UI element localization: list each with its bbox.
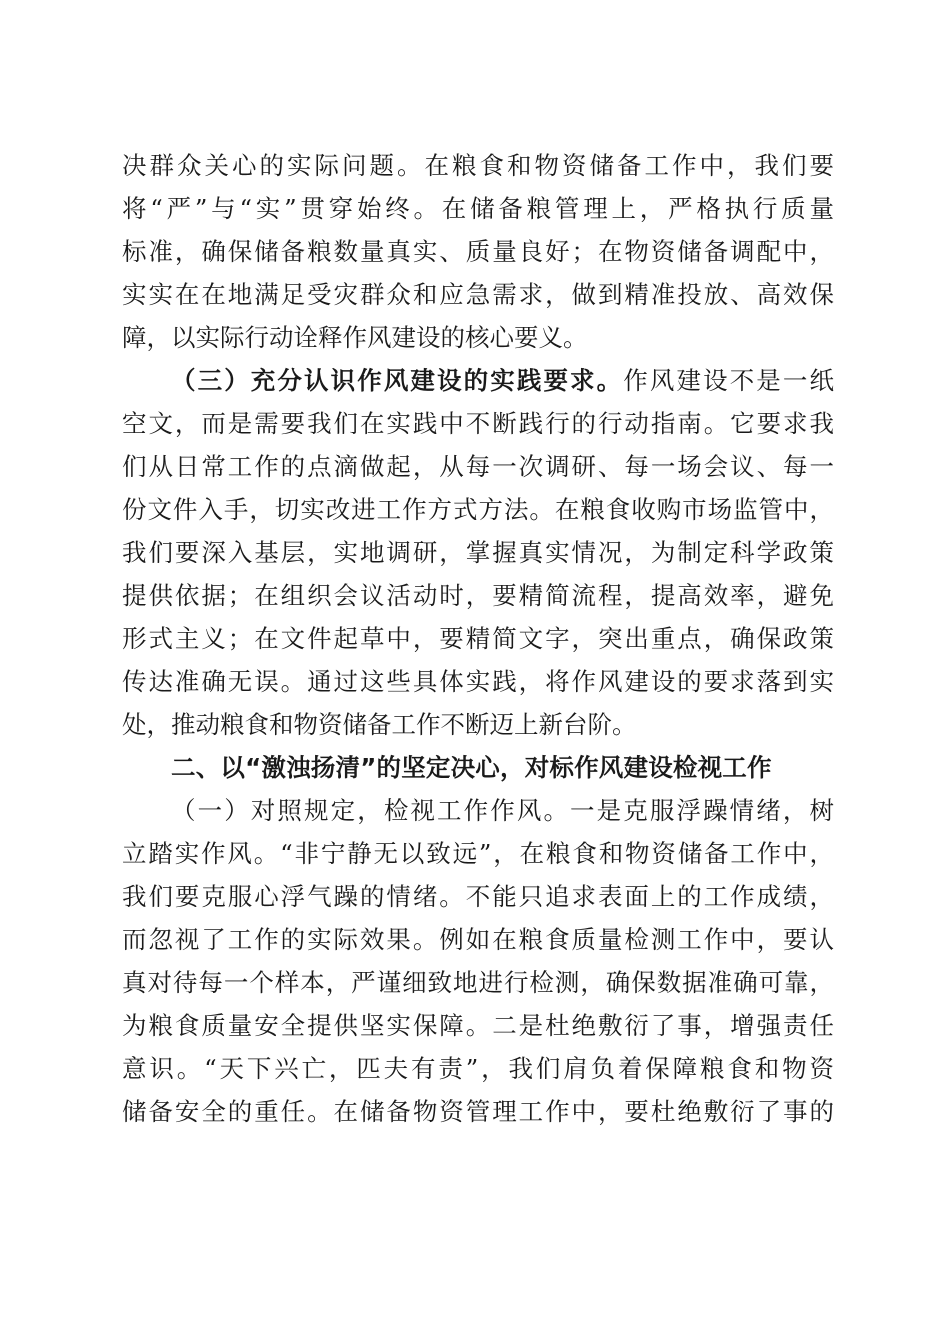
text-line: 为粮食质量安全提供坚实保障。二是杜绝敷衍了事，增强责任 <box>122 1011 834 1040</box>
text-line: 们从日常工作的点滴做起，从每一次调研、每一场会议、每一 <box>122 452 834 481</box>
text-line: 意识。“天下兴亡，匹夫有责”，我们肩负着保障粮食和物资 <box>122 1054 834 1083</box>
text-line: 空文，而是需要我们在实践中不断践行的行动指南。它要求我 <box>122 409 834 438</box>
paragraph-1 <box>122 144 834 359</box>
text-span: 作风建设不是一纸 <box>623 366 835 395</box>
text-line: 份文件入手，切实改进工作方式方法。在粮食收购市场监管中， <box>122 495 834 524</box>
text-line: 立踏实作风。“非宁静无以致远”，在粮食和物资储备工作中， <box>122 839 834 868</box>
subsection-heading: （三）充分认识作风建设的实践要求。 <box>171 366 624 395</box>
text-line: 形式主义；在文件起草中，要精简文字，突出重点，确保政策 <box>122 624 834 653</box>
paragraph-3 <box>122 789 834 1133</box>
text-line: 传达准确无误。通过这些具体实践，将作风建设的要求落到实 <box>122 667 834 696</box>
text-line: （一）对照规定，检视工作作风。一是克服浮躁情绪，树 <box>171 796 834 825</box>
text-line: 我们要克服心浮气躁的情绪。不能只追求表面上的工作成绩， <box>122 882 834 911</box>
text-line: 提供依据；在组织会议活动时，要精简流程，提高效率，避免 <box>122 581 834 610</box>
text-line: 障，以实际行动诠释作风建设的核心要义。 <box>122 323 588 352</box>
paragraph-2 <box>122 359 834 746</box>
text-line <box>122 359 834 402</box>
document-body <box>122 144 834 1133</box>
text-line: 而忽视了工作的实际效果。例如在粮食质量检测工作中，要认 <box>122 925 834 954</box>
text-line: 我们要深入基层，实地调研，掌握真实情况，为制定科学政策 <box>122 538 834 567</box>
section-heading: 二、以“激浊扬清”的坚定决心，对标作风建设检视工作 <box>171 753 772 782</box>
text-line: 决群众关心的实际问题。在粮食和物资储备工作中，我们要 <box>122 151 834 180</box>
text-line: 实实在在地满足受灾群众和应急需求，做到精准投放、高效保 <box>122 280 834 309</box>
text-line: 标准，确保储备粮数量真实、质量良好；在物资储备调配中， <box>122 237 834 266</box>
text-line: 将“严”与“实”贯穿始终。在储备粮管理上，严格执行质量 <box>122 194 834 223</box>
text-line: 储备安全的重任。在储备物资管理工作中，要杜绝敷衍了事的 <box>122 1097 834 1126</box>
text-line: 处，推动粮食和物资储备工作不断迈上新台阶。 <box>122 710 637 739</box>
text-line: 真对待每一个样本，严谨细致地进行检测，确保数据准确可靠， <box>122 968 834 997</box>
